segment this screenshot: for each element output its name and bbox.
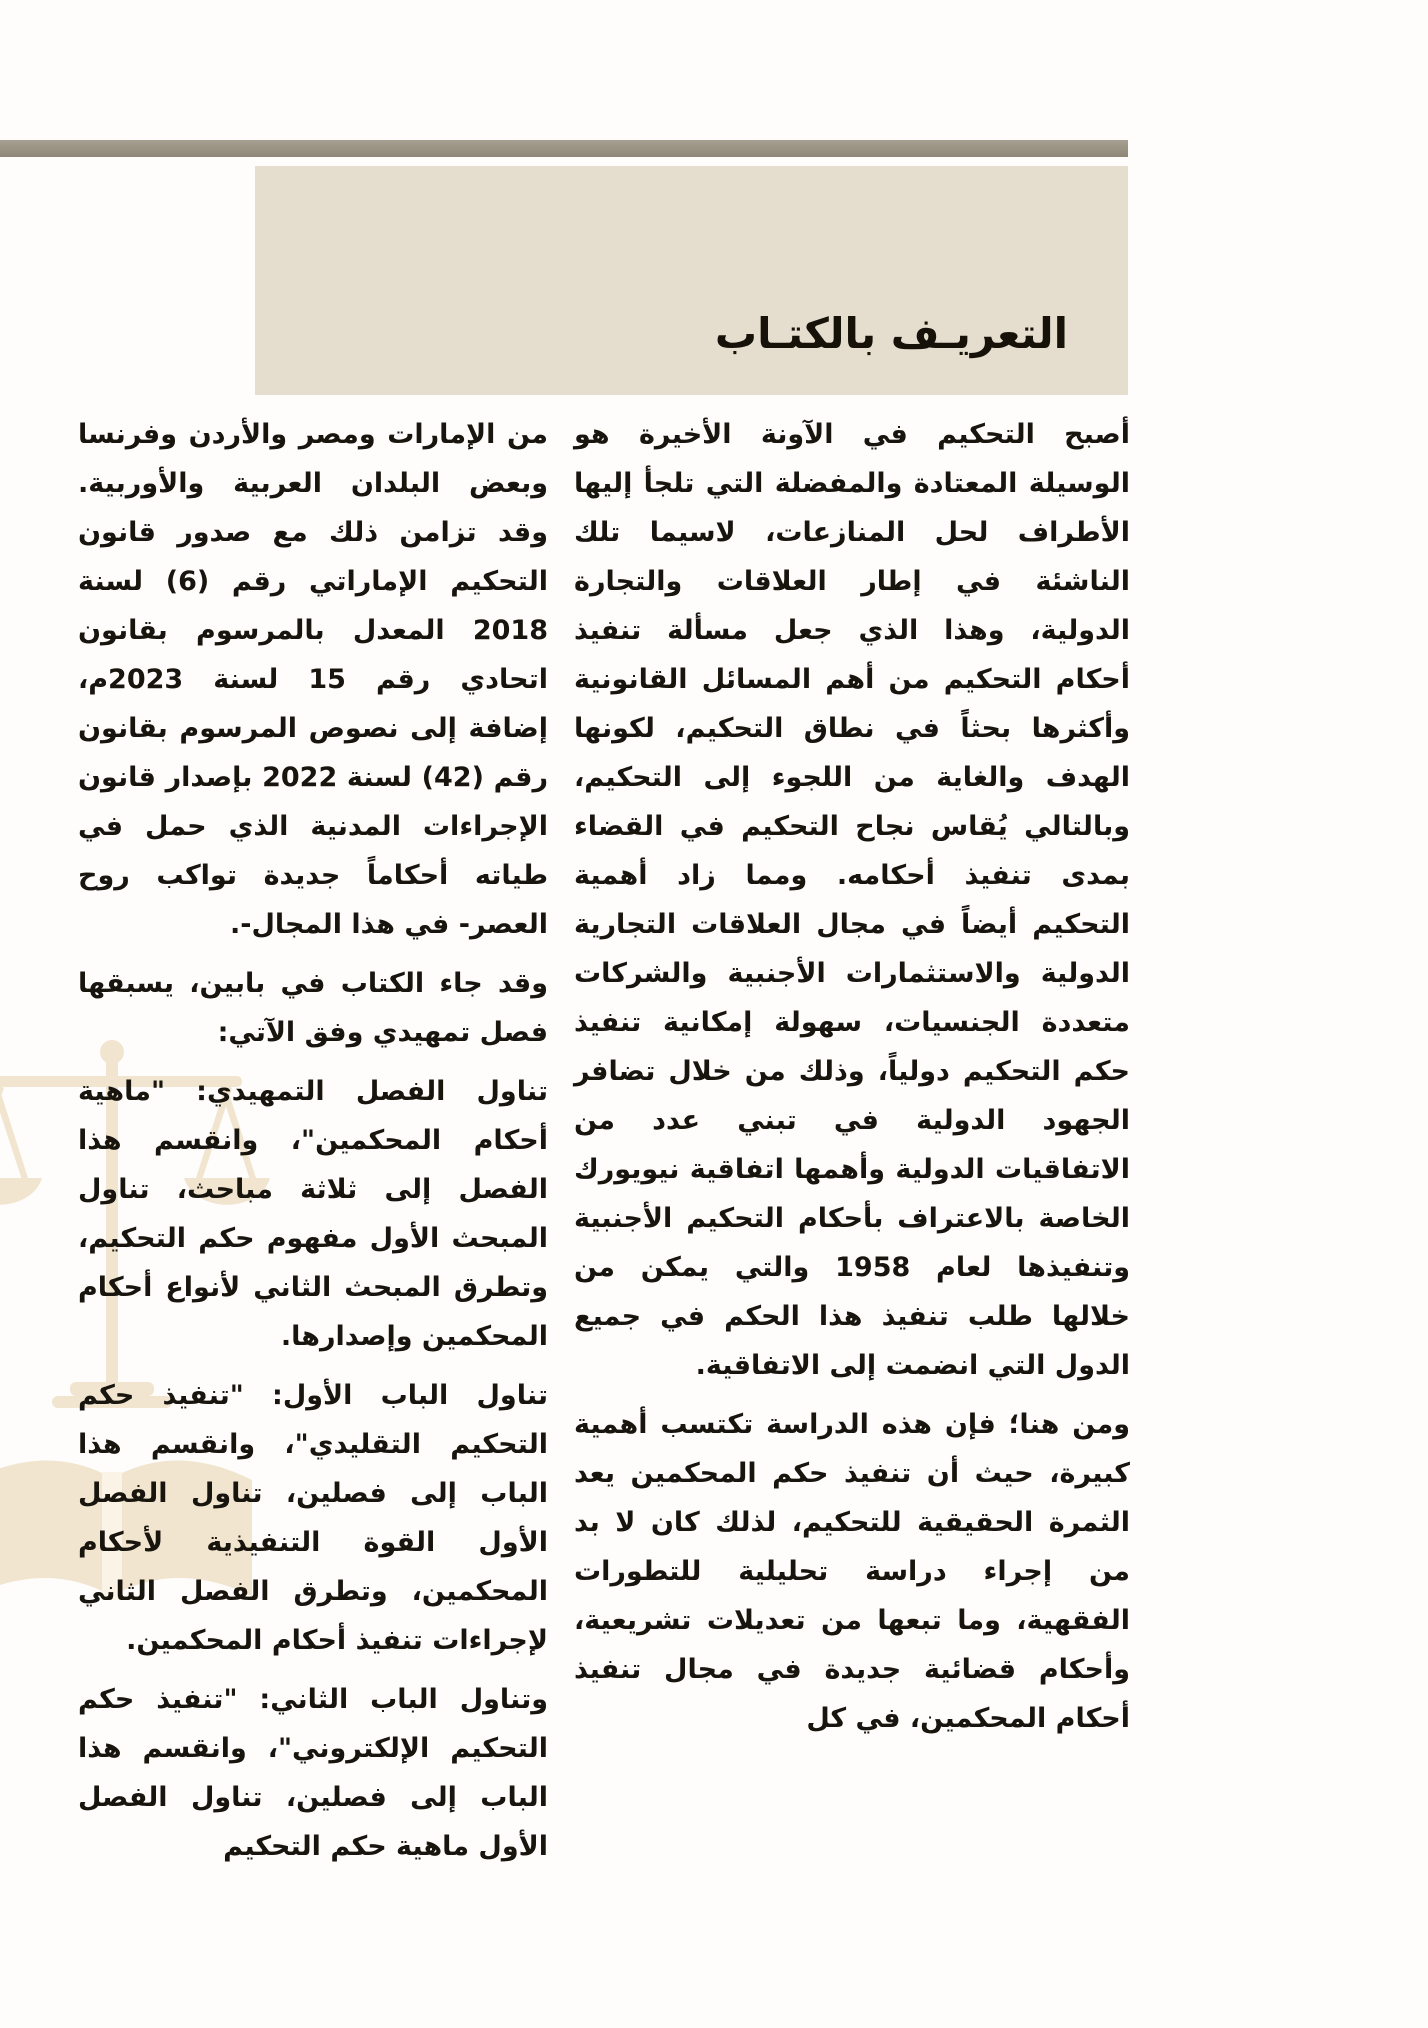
body-columns [78,410,1130,1881]
paragraph: تناول الباب الأول: "تنفيذ حكم التحكيم التقليدي"، وانقسم هذا الباب إلى فصلين، تناول الفصل الأول القوة التنفيذية لأحكام المحكمين، وتطرق الفصل الثاني لإجراءات تنفيذ أحكام المحكمين. [78,1380,548,1656]
paragraph: ومن هنا؛ فإن هذه الدراسة تكتسب أهمية كبيرة، حيث أن تنفيذ حكم المحكمين يعد الثمرة الحقيقية للتحكيم، لذلك كان لا بد من إجراء دراسة تحليلية للتطورات الفقهية، وما تبعها من تعديلات تشريعية، وأحكام قضائية جديدة في مجال تنفيذ أحكام المحكمين، في كل [574,1409,1130,1734]
right-column [574,410,1130,1881]
paragraph: تناول الفصل التمهيدي: "ماهية أحكام المحكمين"، وانقسم هذا الفصل إلى ثلاثة مباحث، تناول المبحث الأول مفهوم حكم التحكيم، وتطرق المبحث الثاني لأنواع أحكام المحكمين وإصدارها. [78,1076,548,1352]
paragraph: أصبح التحكيم في الآونة الأخيرة هو الوسيلة المعتادة والمفضلة التي تلجأ إليها الأطراف لحل المنازعات، لاسيما تلك الناشئة في إطار العلاقات والتجارة الدولية، وهذا الذي جعل مسألة تنفيذ أحكام التحكيم من أهم المسائل القانونية وأكثرها بحثاً في نطاق التحكيم، لكونها الهدف والغاية من اللجوء إلى التحكيم، وبالتالي يُقاس نجاح التحكيم في القضاء بمدى تنفيذ أحكامه. ومما زاد أهمية التحكيم أيضاً في مجال العلاقات التجارية الدولية والاستثمارات الأجنبية والشركات متعددة الجنسيات، سهولة إمكانية تنفيذ حكم التحكيم دولياً، وذلك من خلال تضافر الجهود الدولية في تبني عدد من الاتفاقيات الدولية وأهمها اتفاقية نيويورك الخاصة بالاعتراف بأحكام التحكيم الأجنبية وتنفيذها لعام 1958 والتي يمكن من خلالها طلب تنفيذ هذا الحكم في جميع الدول التي انضمت إلى الاتفاقية. [574,419,1131,1381]
left-column [78,410,548,1881]
paragraph: وقد جاء الكتاب في بابين، يسبقها فصل تمهيدي وفق الآتي: [78,968,548,1048]
page-title: التعريـف بالكتـاب [714,308,1068,358]
header-rule [0,140,1128,157]
title-banner [255,166,1128,395]
paragraph: وتناول الباب الثاني: "تنفيذ حكم التحكيم الإلكتروني"، وانقسم هذا الباب إلى فصلين، تناول الفصل الأول ماهية حكم التحكيم [78,1684,548,1862]
paragraph: من الإمارات ومصر والأردن وفرنسا وبعض البلدان العربية والأوربية. وقد تزامن ذلك مع صدور قانون التحكيم الإماراتي رقم (6) لسنة 2018 المعدل بالمرسوم بقانون اتحادي رقم 15 لسنة 2023م، إضافة إلى نصوص المرسوم بقانون رقم (42) لسنة 2022 بإصدار قانون الإجراءات المدنية الذي حمل في طياته أحكاماً جديدة تواكب روح العصر- في هذا المجال-. [78,419,548,940]
